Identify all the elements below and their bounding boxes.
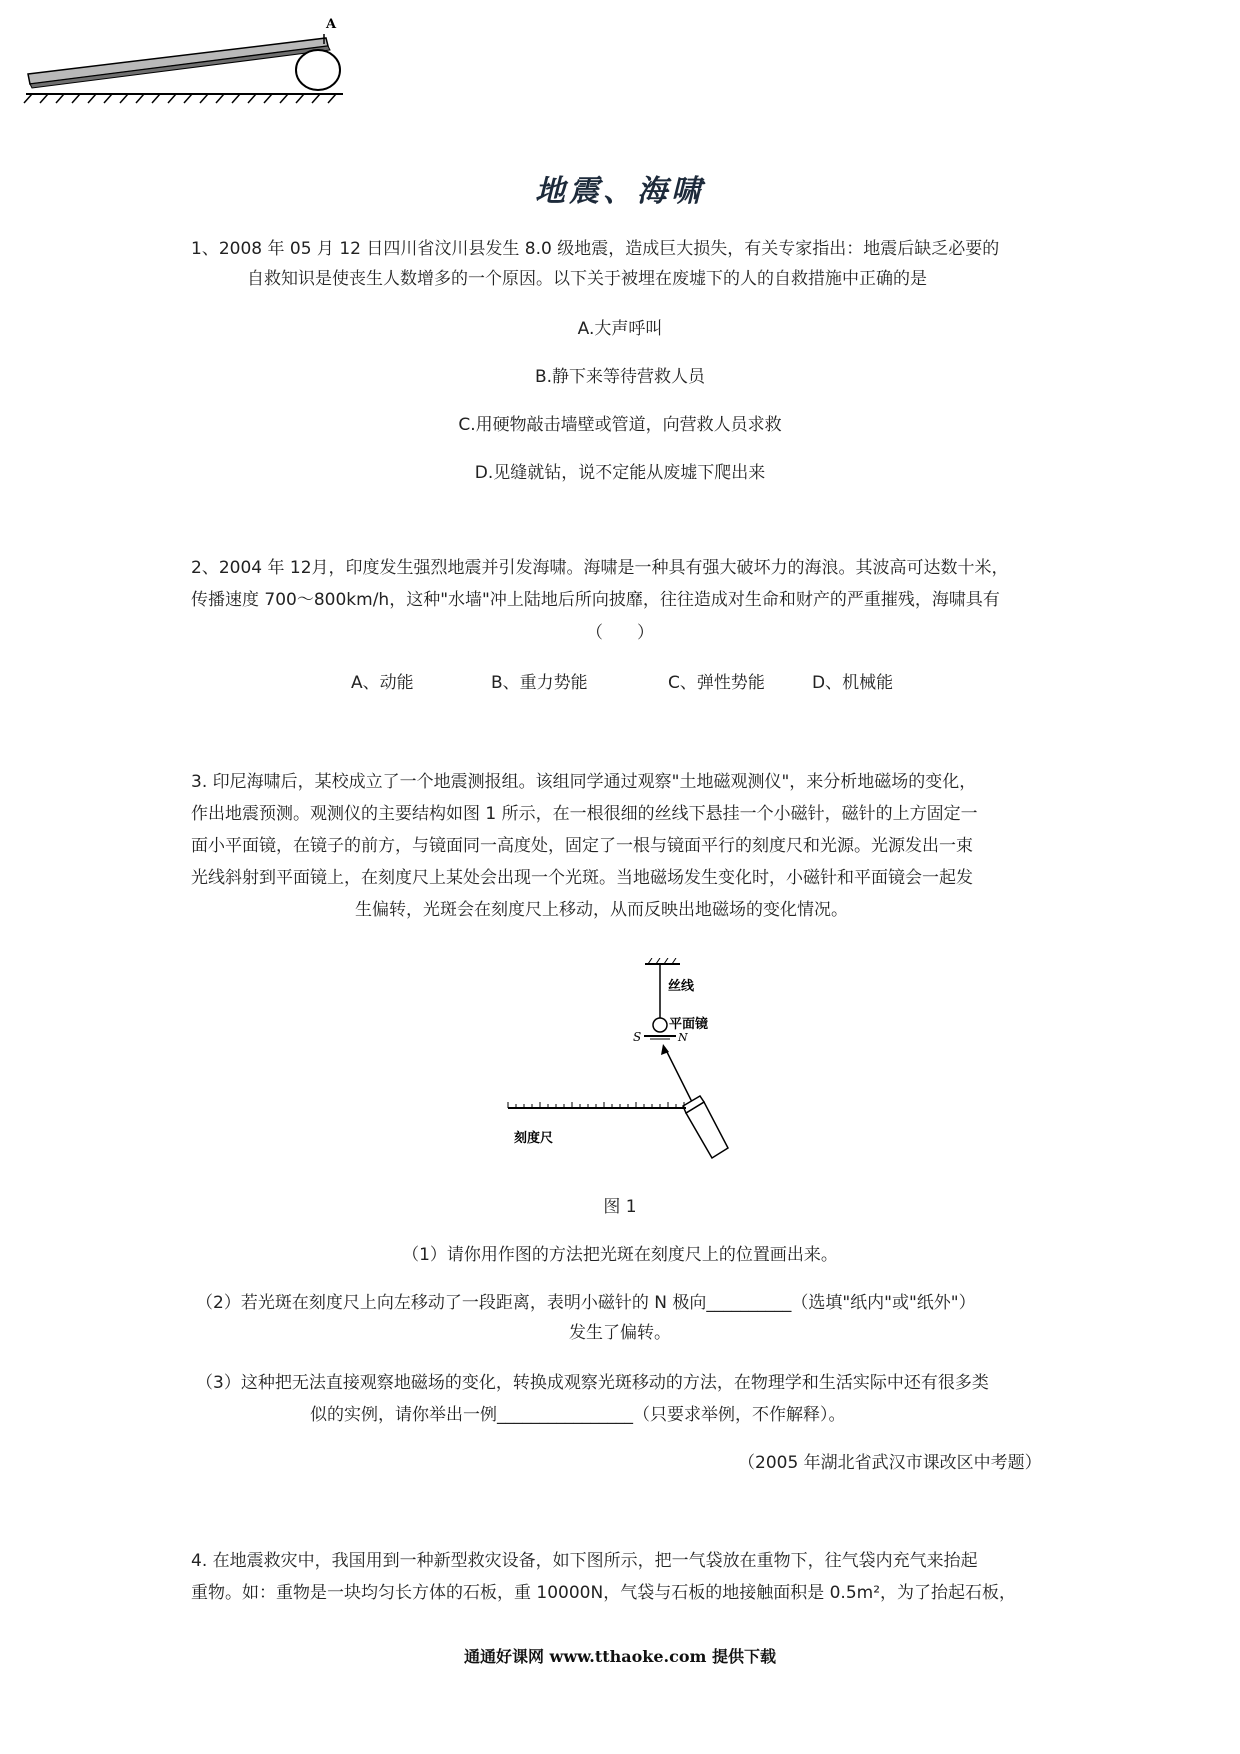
q3-line3: 面小平面镜，在镜子的前方，与镜面同一高度处，固定了一根与镜面平行的刻度尺和光源。光源发出一束 bbox=[191, 836, 973, 856]
lever-figure bbox=[18, 14, 348, 104]
q1-line2: 自救知识是使丧生人数增多的一个原因。以下关于被埋在废墟下的人的自救措施中正确的是 bbox=[247, 269, 927, 289]
q4-line2: 重物。如：重物是一块均匀长方体的石板，重 10000N，气袋与石板的地接触面积是 0.5m²，为了抬起石板， bbox=[191, 1583, 1017, 1603]
figure-1-caption: 图 1 bbox=[603, 1197, 637, 1217]
q2-option-b: B、重力势能 bbox=[491, 673, 588, 693]
q3-line2: 作出地震预测。观测仪的主要结构如图 1 所示，在一根很细的丝线下悬挂一个小磁针，磁针的上方固定一 bbox=[191, 804, 978, 824]
ruler-label: 刻度尺 bbox=[514, 1131, 554, 1146]
q2-line1: 2、2004 年 12月，印度发生强烈地震并引发海啸。海啸是一种具有强大破坏力的海浪。其波高可达数十米， bbox=[191, 558, 1009, 578]
q2-option-c: C、弹性势能 bbox=[668, 673, 765, 693]
q2-option-d: D、机械能 bbox=[812, 673, 894, 693]
q2-option-a: A、动能 bbox=[351, 673, 414, 693]
q1-option-c: C.用硬物敲击墙壁或管道，向营救人员求救 bbox=[458, 415, 782, 435]
q1-option-b: B.静下来等待营救人员 bbox=[534, 367, 706, 387]
q3-line4: 光线斜射到平面镜上，在刻度尺上某处会出现一个光斑。当地磁场发生变化时，小磁针和平面镜会一起发 bbox=[191, 868, 973, 888]
magnetometer-figure bbox=[500, 958, 750, 1188]
page-footer: 通通好课网 www.tthaoke.com 提供下载 bbox=[463, 1647, 777, 1666]
south-pole-label: S bbox=[633, 1030, 642, 1044]
q3-sub3-line2: 似的实例，请你举出一例________________（只要求举例，不作解释）。 bbox=[310, 1405, 846, 1425]
q1-line1: 1、2008 年 05 月 12 日四川省汶川县发生 8.0 级地震，造成巨大损失，有关专家指出：地震后缺乏必要的 bbox=[191, 239, 1000, 259]
q3-sub2-line2: 发生了偏转。 bbox=[569, 1323, 671, 1343]
thread-label: 丝线 bbox=[668, 979, 695, 994]
point-a-label: A bbox=[326, 17, 337, 32]
q2-line2: 传播速度 700～800km/h，这种"水墙"冲上陆地后所向披靡，往往造成对生命和财产的严重摧残，海啸具有 bbox=[191, 590, 1000, 610]
q3-sub3-line1: （3）这种把无法直接观察地磁场的变化，转换成观察光斑移动的方法，在物理学和生活实际中还有很多类 bbox=[196, 1373, 989, 1393]
mirror-label: 平面镜 bbox=[669, 1017, 709, 1032]
q3-source: （2005 年湖北省武汉市课改区中考题） bbox=[738, 1453, 1042, 1473]
q3-line5: 生偏转，光斑会在刻度尺上移动，从而反映出地磁场的变化情况。 bbox=[355, 900, 848, 920]
q2-answer-blank: （ ） bbox=[586, 623, 654, 643]
q3-line1: 3. 印尼海啸后，某校成立了一个地震测报组。该组同学通过观察"土地磁观测仪"，来分析地磁场的变化， bbox=[191, 772, 977, 792]
q3-sub1: （1）请你用作图的方法把光斑在刻度尺上的位置画出来。 bbox=[402, 1245, 838, 1265]
q1-option-d: D.见缝就钻，说不定能从废墟下爬出来 bbox=[474, 463, 766, 483]
page-title: 地震、海啸 bbox=[535, 174, 705, 209]
north-pole-label: N bbox=[678, 1031, 688, 1044]
q4-line1: 4. 在地震救灾中，我国用到一种新型救灾设备，如下图所示，把一气袋放在重物下，往气袋内充气来抬起 bbox=[191, 1551, 978, 1571]
q1-option-a: A.大声呼叫 bbox=[577, 319, 663, 339]
q3-sub2-line1: （2）若光斑在刻度尺上向左移动了一段距离，表明小磁针的 N 极向__________（选填"纸内"或"纸外"） bbox=[196, 1293, 976, 1313]
